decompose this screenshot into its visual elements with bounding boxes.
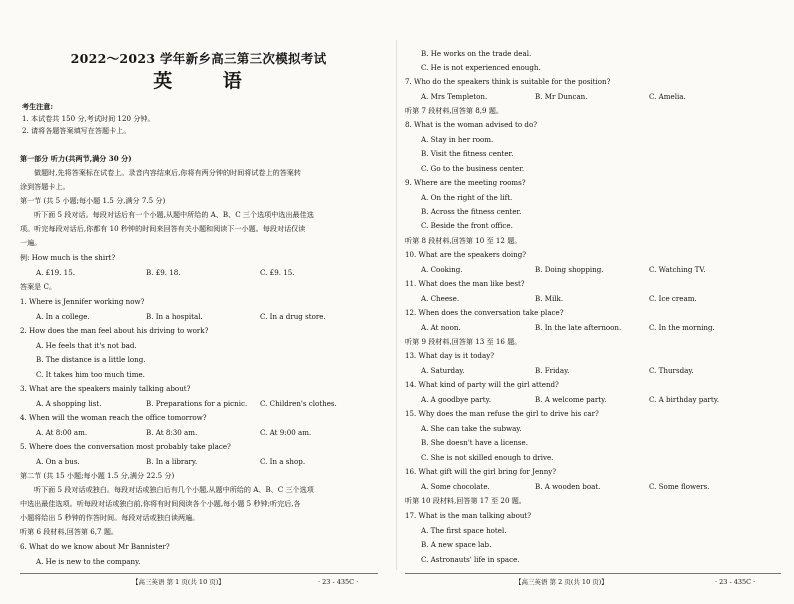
q16-option-a: A. Some chocolate. — [421, 482, 490, 491]
q4-option-b: B. At 8:30 am. — [146, 428, 198, 437]
part1-intro: 做题时,先将答案标在试卷上。录音内容结束后,你将有两分钟的时间将试卷上的答案转 — [34, 168, 301, 177]
question-9: 9. Where are the meeting rooms? — [405, 178, 526, 187]
q17-option-c: C. Astronauts' life in space. — [421, 555, 520, 564]
q15-option-b: B. She doesn't have a license. — [421, 438, 528, 447]
notice-item: 2. 请将各题答案填写在答题卡上。 — [22, 126, 131, 135]
q1-option-a: A. In a college. — [36, 312, 90, 321]
page-footer-code: · 23 - 435C · — [715, 578, 756, 586]
q4-option-c: C. At 9:00 am. — [260, 428, 312, 437]
q5-option-a: A. On a bus. — [36, 457, 80, 466]
material-8-instruction: 听第 8 段材料,回答第 10 至 12 题。 — [405, 236, 522, 245]
q11-option-c: C. Ice cream. — [649, 294, 697, 303]
exam-title: 2022～2023 学年新乡高三第三次模拟考试 — [70, 51, 327, 66]
notice-heading: 考生注意: — [22, 102, 53, 111]
q1-option-c: C. In a drug store. — [260, 312, 326, 321]
q2-option-b: B. The distance is a little long. — [36, 355, 146, 364]
q3-option-b: B. Preparations for a picnic. — [146, 399, 248, 408]
section1-intro: 一遍。 — [20, 238, 42, 247]
q6-option-a: A. He is new to the company. — [36, 557, 141, 566]
q7-option-b: B. Mr Duncan. — [535, 92, 588, 101]
question-13: 13. What day is it today? — [405, 351, 495, 360]
example-option-b: B. £9. 18. — [146, 268, 181, 277]
question-4: 4. When will the woman reach the office tomorrow? — [20, 413, 207, 422]
question-16: 16. What gift will the girl bring for Jenny? — [405, 467, 557, 476]
part1-intro: 涂到答题卡上。 — [20, 182, 70, 191]
question-11: 11. What does the man like best? — [405, 279, 525, 288]
question-2: 2. How does the man feel about his driving to work? — [20, 326, 209, 335]
section1-intro: 项。听完每段对话后,你都有 10 秒钟的时间来回答有关小题和阅读下一小题。每段对话仅读 — [20, 224, 306, 233]
q9-option-c: C. Beside the front office. — [421, 221, 513, 230]
page-2 — [397, 0, 794, 604]
q12-option-a: A. At noon. — [421, 323, 461, 332]
q10-option-a: A. Cooking. — [421, 265, 463, 274]
material-7-instruction: 听第 7 段材料,回答第 8,9 题。 — [405, 106, 504, 115]
section2-intro: 听下面 5 段对话或独白。每段对话或独白后有几个小题,从题中所给的 A、B、C 三个选项 — [34, 485, 314, 494]
subject-title: 英 语 — [153, 70, 264, 92]
question-7: 7. Who do the speakers think is suitable for the position? — [405, 77, 611, 86]
q14-option-b: B. A welcome party. — [535, 395, 607, 404]
q12-option-c: C. In the morning. — [649, 323, 715, 332]
q3-option-c: C. Children's clothes. — [260, 399, 337, 408]
question-10: 10. What are the speakers doing? — [405, 250, 527, 259]
q16-option-b: B. A wooden boat. — [535, 482, 601, 491]
page-footer-code: · 23 - 435C · — [318, 578, 359, 586]
part1-heading: 第一部分 听力(共两节,满分 30 分) — [20, 154, 132, 163]
notice-item: 1. 本试卷共 150 分,考试时间 120 分钟。 — [22, 114, 155, 123]
section1-intro: 听下面 5 段对话。每段对话后有一个小题,从题中所给的 A、B、C 三个选项中选出最佳选 — [34, 210, 314, 219]
q3-option-a: A. A shopping list. — [36, 399, 102, 408]
q13-option-c: C. Thursday. — [649, 366, 694, 375]
page-footer-label: 【高三英语 第 1 页(共 10 页)】 — [132, 578, 225, 586]
q7-option-a: A. Mrs Templeton. — [421, 92, 488, 101]
question-5: 5. Where does the conversation most probably take place? — [20, 442, 231, 451]
q10-option-b: B. Doing shopping. — [535, 265, 604, 274]
q6-option-b: B. He works on the trade deal. — [421, 49, 532, 58]
q14-option-a: A. A goodbye party. — [421, 395, 491, 404]
q9-option-a: A. On the right of the lift. — [421, 193, 513, 202]
q6-option-c: C. He is not experienced enough. — [421, 63, 541, 72]
question-15: 15. Why does the man refuse the girl to drive his car? — [405, 409, 599, 418]
q2-option-c: C. It takes him too much time. — [36, 370, 145, 379]
q5-option-b: B. In a library. — [146, 457, 198, 466]
q11-option-a: A. Cheese. — [421, 294, 460, 303]
q16-option-c: C. Some flowers. — [649, 482, 710, 491]
q14-option-c: C. A birthday party. — [649, 395, 720, 404]
question-6: 6. What do we know about Mr Bannister? — [20, 542, 170, 551]
question-3: 3. What are the speakers mainly talking about? — [20, 384, 191, 393]
material-6-instruction: 听第 6 段材料,回答第 6,7 题。 — [20, 527, 119, 536]
example-question: 例: How much is the shirt? — [20, 253, 116, 262]
q12-option-b: B. In the late afternoon. — [535, 323, 622, 332]
footer-rule — [20, 573, 378, 574]
question-8: 8. What is the woman advised to do? — [405, 120, 538, 129]
question-1: 1. Where is Jennifer working now? — [20, 297, 145, 306]
q8-option-c: C. Go to the business center. — [421, 164, 525, 173]
q7-option-c: C. Amelia. — [649, 92, 686, 101]
question-17: 17. What is the man talking about? — [405, 511, 532, 520]
q1-option-b: B. In a hospital. — [146, 312, 203, 321]
section1-heading: 第一节 (共 5 小题;每小题 1.5 分,满分 7.5 分) — [20, 196, 166, 205]
q5-option-c: C. In a shop. — [260, 457, 306, 466]
question-12: 12. When does the conversation take place? — [405, 308, 564, 317]
footer-rule — [405, 573, 781, 574]
page-footer-label: 【高三英语 第 2 页(共 10 页)】 — [515, 578, 608, 586]
q17-option-a: A. The first space hotel. — [421, 526, 507, 535]
q15-option-c: C. She is not skilled enough to drive. — [421, 453, 554, 462]
q11-option-b: B. Milk. — [535, 294, 564, 303]
q15-option-a: A. She can take the subway. — [421, 424, 522, 433]
q13-option-b: B. Friday. — [535, 366, 570, 375]
example-option-c: C. £9. 15. — [260, 268, 295, 277]
q17-option-b: B. A new space lab. — [421, 540, 492, 549]
example-option-a: A. £19. 15. — [36, 268, 75, 277]
q13-option-a: A. Saturday. — [421, 366, 465, 375]
material-10-instruction: 听第 10 段材料,回答第 17 至 20 题。 — [405, 496, 526, 505]
q4-option-a: A. At 8:00 am. — [36, 428, 88, 437]
q2-option-a: A. He feels that it's not bad. — [36, 341, 137, 350]
q10-option-c: C. Watching TV. — [649, 265, 706, 274]
q8-option-a: A. Stay in her room. — [421, 135, 494, 144]
section2-intro: 中选出最佳选项。听每段对话或独白前,你将有时间阅读各个小题,每小题 5 秒钟;听完后,各 — [20, 499, 301, 508]
q8-option-b: B. Visit the fitness center. — [421, 149, 514, 158]
example-answer: 答案是 C。 — [20, 282, 57, 291]
q9-option-b: B. Across the fitness center. — [421, 207, 522, 216]
question-14: 14. What kind of party will the girl attend? — [405, 380, 559, 389]
section2-intro: 小题将给出 5 秒钟的作答时间。每段对话或独白读两遍。 — [20, 513, 200, 522]
material-9-instruction: 听第 9 段材料,回答第 13 至 16 题。 — [405, 337, 522, 346]
section2-heading: 第二节 (共 15 小题;每小题 1.5 分,满分 22.5 分) — [20, 471, 175, 480]
